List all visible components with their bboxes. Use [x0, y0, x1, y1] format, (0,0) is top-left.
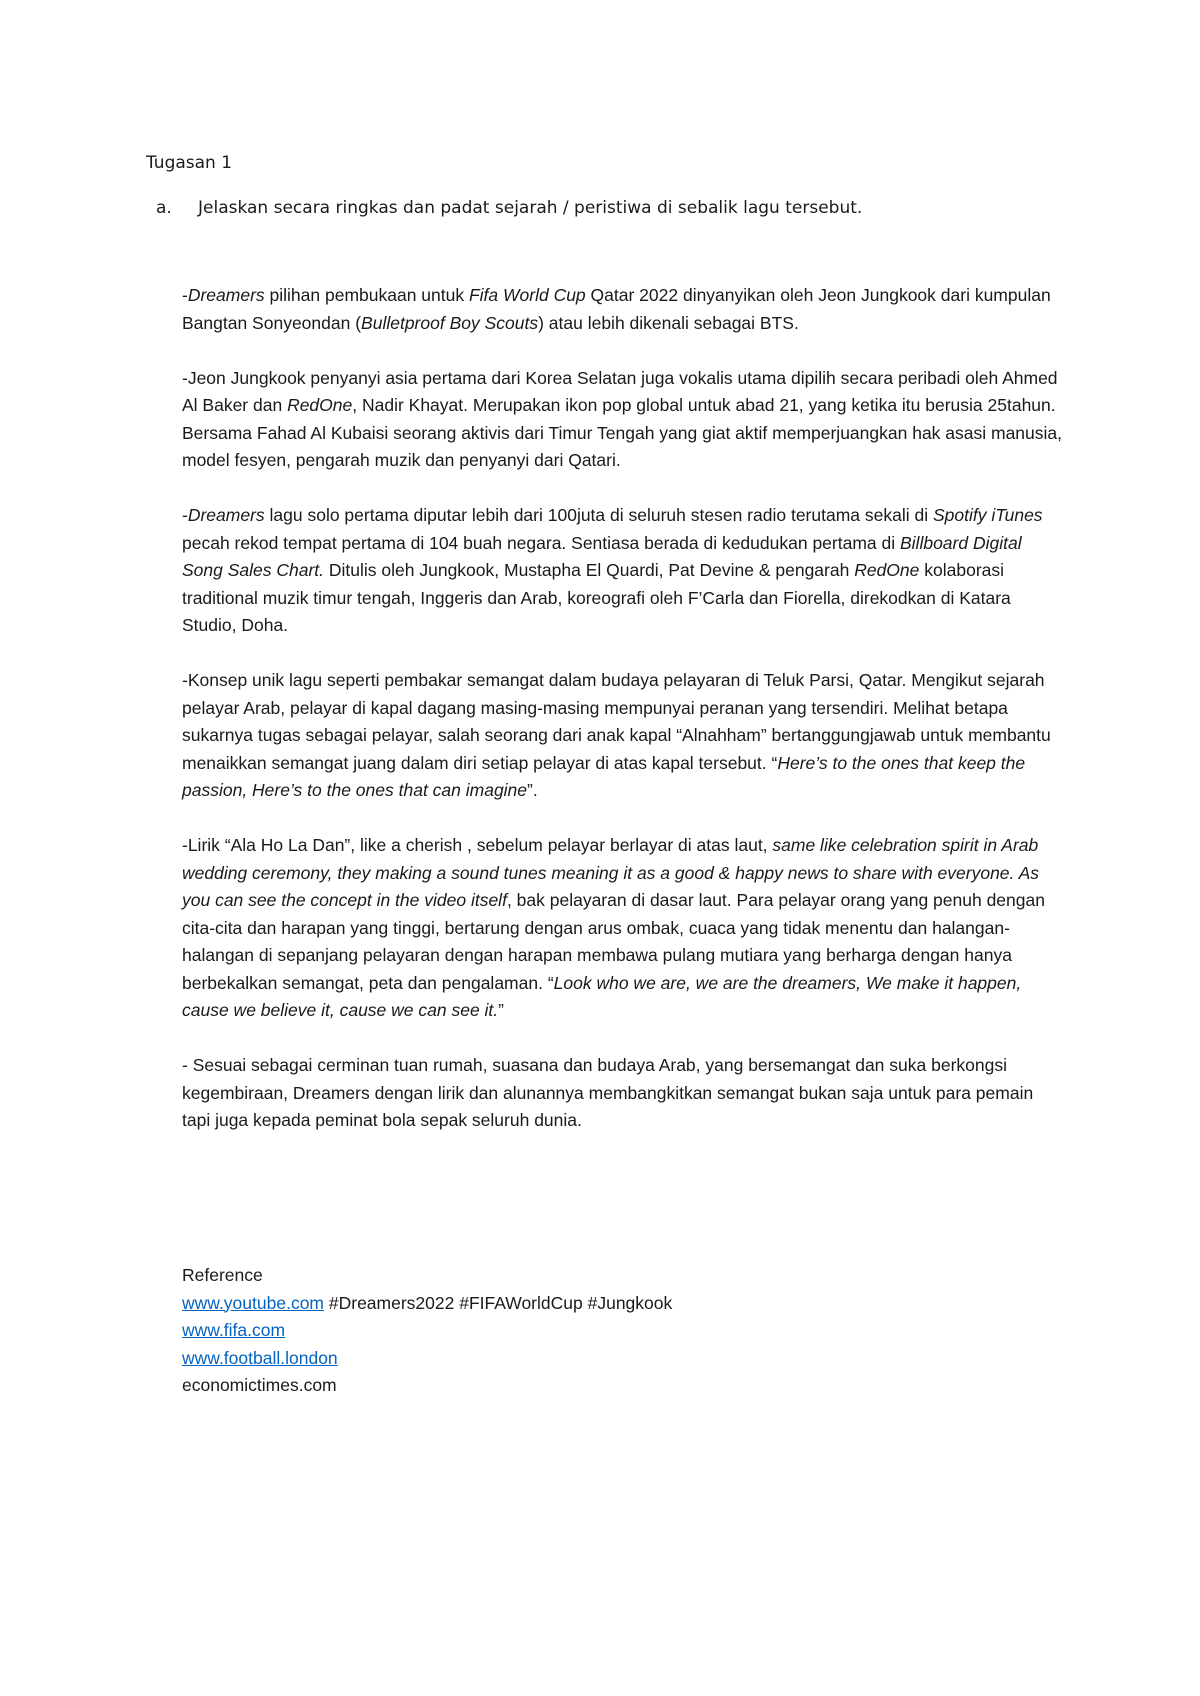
reference-link-football-london[interactable]: www.football.london: [182, 1347, 338, 1368]
paragraph-3: [182, 502, 1062, 640]
question-text: Jelaskan secara ringkas dan padat sejarah / peristiwa di sebalik lagu tersebut.: [198, 198, 863, 218]
paragraph-text: Ditulis oleh Jungkook, Mustapha El Quardi, Pat Devine & pengarah: [324, 560, 855, 580]
references-heading: Reference: [182, 1265, 263, 1285]
paragraph-text: kolaborasi traditional muzik timur tengah, Inggeris dan Arab, koreografi oleh F’Carla dan Fiorella, direkodkan di Katara Studio, Doha.: [182, 560, 1011, 635]
paragraph-text: pilihan pembukaan untuk: [264, 285, 469, 305]
paragraph-text: ) atau lebih dikenali sebagai BTS.: [538, 312, 799, 333]
paragraph-text: -Jeon Jungkook penyanyi asia pertama dari Korea Selatan juga vokalis utama dipilih secara peribadi oleh Ahmed Al Baker dan: [182, 367, 1058, 415]
paragraph-italic: Look who we are, we are the dreamers, We make it happen, cause we believe it, cause we can see it.: [182, 972, 1022, 1020]
paragraph-text: , bak pelayaran di dasar laut. Para pelayar orang yang penuh dengan cita-cita dan harapan yang tinggi, bertarung dengan arus ombak, cuaca yang tidak menentu dan halangan-halangan di sepanjang pelayaran dengan harapan membawa pulang mutiara yang berharga dengan hanya berbekalkan semangat, peta dan pengalaman. “: [182, 890, 1045, 993]
paragraph-italic: RedOne: [854, 560, 920, 580]
paragraph-text: -: [182, 285, 188, 305]
reference-link-youtube[interactable]: www.youtube.com: [182, 1292, 325, 1313]
paragraph-text: ”.: [527, 780, 538, 800]
question-marker: a.: [156, 198, 172, 218]
paragraph-text: lagu solo pertama diputar lebih dari 100juta di seluruh stesen radio terutama sekali di: [264, 505, 933, 525]
paragraph-text: -Lirik “Ala Ho La Dan”, like a cherish , sebelum pelayar berlayar di atas laut,: [182, 835, 773, 855]
paragraph-italic: Spotify iTunes: [932, 505, 1043, 525]
paragraph-2: [182, 365, 1062, 475]
paragraph-4: [182, 667, 1062, 805]
question-item: [156, 197, 862, 219]
paragraph-text: , Nadir Khayat. Merupakan ikon pop global untuk abad 21, yang ketika itu berusia 25tahun. Bersama Fahad Al Kubaisi seorang aktivis dari Timur Tengah yang giat aktif memperjuangkan hak asasi manusia, model fesyen, pengarah muzik dan penyanyi dari Qatari.: [182, 395, 1063, 470]
paragraph-text: Qatar 2022 dinyanyikan oleh Jeon Jungkook dari kumpulan Bangtan Sonyeondan (: [182, 285, 1051, 333]
paragraph-5: [182, 832, 1062, 1025]
paragraph-text: -Konsep unik lagu seperti pembakar semangat dalam budaya pelayaran di Teluk Parsi, Qatar. Mengikut sejarah pelayar Arab, pelayar di kapal dagang masing-masing mempunyai peranan yang tersendiri. Melihat betapa sukarnya tugas sebagai pelayar, salah seorang dari anak kapal “Alnahham” bertanggungjawab untuk membantu menaikkan semangat juang dalam diri setiap pelayar di atas kapal tersebut. “: [182, 670, 1051, 773]
paragraph-italic: Dreamers: [187, 505, 265, 525]
paragraph-6: [182, 1052, 1062, 1135]
paragraph-italic: same like celebration spirit in Arab wedding ceremony, they making a sound tunes meaning it as a good & happy news to share with everyone. As you can see the concept in the video itself: [182, 835, 1040, 910]
reference-item: [182, 1290, 672, 1318]
paragraph-text: ”: [498, 1000, 504, 1020]
reference-item-economictimes: economictimes.com: [182, 1375, 337, 1395]
references-section: [182, 1262, 672, 1400]
paragraph-italic: Dreamers: [187, 285, 265, 305]
document-title: Tugasan 1: [146, 153, 233, 173]
answer-body: [182, 282, 1062, 1162]
paragraph-italic: Here’s to the ones that keep the passion, Here’s to the ones that can imagine: [182, 752, 1026, 800]
reference-hashtags: #Dreamers2022 #FIFAWorldCup #Jungkook: [324, 1292, 673, 1313]
paragraph-italic: RedOne: [287, 395, 353, 415]
paragraph-italic: Billboard Digital Song Sales Chart.: [182, 532, 1022, 580]
reference-link-fifa[interactable]: www.fifa.com: [182, 1320, 286, 1340]
paragraph-text: -: [182, 505, 188, 525]
reference-item: [182, 1345, 672, 1373]
paragraph-text: pecah rekod tempat pertama di 104 buah negara. Sentiasa berada di kedudukan pertama di: [182, 532, 900, 553]
paragraph-1: [182, 282, 1062, 337]
paragraph-italic: Bulletproof Boy Scouts: [361, 312, 539, 333]
paragraph-italic: Fifa World Cup: [468, 285, 586, 305]
paragraph-text: - Sesuai sebagai cerminan tuan rumah, suasana dan budaya Arab, yang bersemangat dan suka berkongsi kegembiraan, Dreamers dengan lirik dan alunannya membangkitkan semangat bukan saja untuk para pemain tapi juga kepada peminat bola sepak seluruh dunia.: [182, 1055, 1034, 1130]
reference-item: [182, 1317, 672, 1345]
